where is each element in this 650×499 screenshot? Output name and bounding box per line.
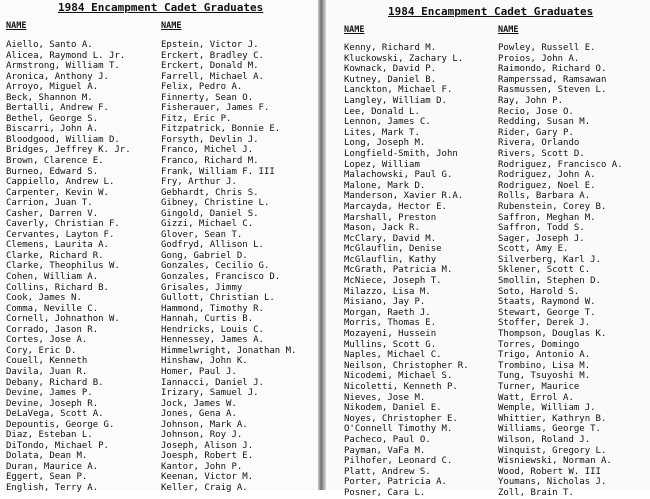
graduate-name: Himmelwright, Jonathan M. [161, 345, 297, 356]
graduate-name: Cook, James N. [6, 293, 82, 304]
graduate-name: McGlauflin, Kathy [344, 254, 437, 265]
graduate-name: Kenny, Richard M. [344, 43, 437, 53]
graduate-name: Hammond, Timothy R. [161, 303, 264, 314]
graduate-name: Lennon, James C. [344, 117, 431, 128]
graduate-name: Fitzpatrick, Bonnie E. [161, 124, 281, 135]
graduate-name: Devine, Joseph R. [6, 398, 99, 409]
graduate-name: Glover, Sean T. [161, 229, 243, 240]
graduate-name: Franco, Michel J. [161, 145, 254, 156]
graduate-name: Beck, Shannon M. [6, 92, 93, 103]
graduate-name: Nicoletti, Kenneth P. [344, 382, 458, 392]
graduate-name: Joesph, Robert E. [161, 451, 254, 462]
graduate-name: Jock, James W. [161, 398, 237, 409]
graduate-name: Saffron, Todd S. [498, 223, 585, 234]
graduate-name: Kluckowski, Zachary L. [344, 53, 464, 64]
graduate-name: Williams, George T. [498, 424, 601, 435]
graduate-name: Staats, Raymond W. [498, 297, 596, 308]
graduate-name: Godfryd, Allison L. [161, 240, 264, 251]
graduate-name: Sager, Joseph J. [498, 233, 585, 244]
graduate-name: Marcayda, Hector E. [344, 201, 447, 212]
graduate-name: Wemple, William J. [498, 403, 596, 414]
graduate-name: Watt, Errol A. [498, 392, 574, 403]
graduate-name: Payman, VaFa M. [344, 445, 426, 456]
graduate-name: Platt, Andrew S. [344, 466, 431, 477]
column-header: NAME [6, 21, 27, 31]
graduate-name: Iannacci, Daniel J. [161, 377, 264, 388]
graduate-name: Lanckton, Michael F. [344, 85, 453, 96]
graduate-name: Lopez, William [344, 159, 420, 170]
graduate-name: Langley, William D. [344, 95, 447, 106]
graduate-name: Morris, Thomas E. [344, 318, 437, 329]
graduate-name: McClary, David M. [344, 233, 437, 244]
graduate-name: McNiece, Joseph T. [344, 276, 442, 287]
graduate-name: Fitz, Eric P. [161, 113, 232, 124]
graduate-name: Morgan, Raeth J. [344, 307, 431, 318]
graduate-name: Bethel, George S. [6, 113, 99, 124]
column-header: NAME [498, 25, 519, 35]
graduate-name: Stoffer, Derek J. [498, 318, 591, 329]
graduate-name: Youmans, Nicholas J. [498, 477, 607, 488]
graduate-name: English, Terry A. [6, 482, 99, 493]
graduate-name: Ray, John P. [498, 95, 564, 106]
graduate-name: Erckert, Bradley C. [161, 50, 264, 61]
graduate-name: Depountis, George G. [6, 419, 115, 430]
column-header: NAME [344, 25, 365, 35]
graduate-name: Marshall, Preston [344, 212, 437, 223]
graduate-name: Finnerty, Sean O. [161, 92, 254, 103]
graduate-name: Nicodemi, Michael S. [344, 371, 453, 382]
graduate-name: Mozayeni, Hussein [344, 329, 437, 340]
graduate-name: Debany, Richard B. [6, 377, 104, 388]
left-page [0, 0, 318, 493]
graduate-name: Keller, Craig A. [161, 482, 248, 493]
graduate-name: Proios, John A. [498, 53, 580, 64]
graduate-name: Whittier, Kathryn B. [498, 413, 607, 424]
graduate-name: Tung, Tsuyoshi M. [498, 371, 591, 382]
graduate-name: Long, Joseph M. [344, 138, 426, 149]
graduate-name: Diaz, Esteban L. [6, 430, 93, 441]
graduate-name: Carpenter, Kevin W. [6, 187, 109, 198]
graduate-name: Johnson, Mark A. [161, 419, 248, 430]
graduate-name: Hendricks, Louis C. [161, 324, 264, 335]
graduate-name: Hinshaw, John K. [161, 356, 248, 367]
graduate-name: Wood, Robert W. III [498, 466, 601, 477]
graduate-name: Gonzales, Cecilio G. [161, 261, 270, 272]
graduate-name: Winquist, Gregory L. [498, 445, 607, 456]
graduate-name: Cornell, Johnathon W. [6, 314, 120, 325]
graduate-name: Clemens, Laurita A. [6, 240, 109, 251]
graduate-name: Ramperssad, Ramsawan [498, 74, 607, 85]
graduate-name: Powley, Russell E. [498, 43, 596, 53]
graduate-name: Gonzales, Francisco D. [161, 272, 281, 283]
name-list [498, 43, 650, 499]
page-title: 1984 Encampment Cadet Graduates [388, 5, 594, 18]
graduate-name: Carrion, Juan T. [6, 198, 93, 209]
graduate-name: Neilson, Christopher R. [344, 360, 469, 371]
graduate-name: Malachowski, Paul G. [344, 170, 453, 181]
graduate-name: Armstrong, William T. [6, 61, 120, 72]
graduate-name: Brown, Clarence E. [6, 156, 104, 167]
graduate-name: Gizzi, Michael C. [161, 219, 254, 230]
graduate-name: Keenan, Victor M. [161, 472, 254, 483]
name-column [161, 20, 318, 494]
graduate-name: Comma, Neville C. [6, 303, 99, 314]
graduate-name: Stewart, George T. [498, 307, 596, 318]
graduate-name: Arroyo, Miguel A. [6, 82, 99, 93]
graduate-name: Fry, Arthur J. [161, 177, 237, 188]
graduate-name: Kutney, Daniel B. [344, 74, 437, 85]
graduate-name: Recio, Jose O. [498, 106, 574, 117]
graduate-name: Bertalli, Andrew F. [6, 103, 109, 114]
graduate-name: Epstein, Victor J. [161, 40, 259, 50]
graduate-name: Collins, Richard B. [6, 282, 109, 293]
graduate-name: Felix, Pedro A. [161, 82, 243, 93]
graduate-name: Caverly, Christian F. [6, 219, 120, 230]
name-list [161, 40, 318, 494]
name-list [6, 40, 161, 494]
graduate-name: Trombino, Lisa M. [498, 360, 591, 371]
graduate-name: Devine, James P. [6, 388, 93, 399]
graduate-name: Pilhofer, Leonard C. [344, 456, 453, 467]
graduate-name: McGlauflin, Denise [344, 244, 442, 255]
graduate-name: Kantor, John P. [161, 461, 243, 472]
graduate-name: Kownack, David P. [344, 64, 437, 75]
graduate-name: Raimondo, Richard O. [498, 64, 607, 75]
graduate-name: Naples, Michael C. [344, 350, 442, 361]
graduate-name: Bloodgood, William D. [6, 134, 120, 145]
graduate-name: Malone, Mark D. [344, 180, 426, 191]
graduate-name: Erckert, Donald M. [161, 61, 259, 72]
graduate-name: Lites, Mark T. [344, 127, 420, 138]
graduate-name: Silverberg, Karl J. [498, 254, 601, 265]
name-column [498, 24, 650, 499]
graduate-name: Longfield-Smith, John [344, 148, 458, 159]
name-list [344, 43, 502, 499]
page-title: 1984 Encampment Cadet Graduates [58, 1, 264, 14]
graduate-name: Posner, Cara L. [344, 487, 426, 498]
graduate-name: Smollin, Stephen D. [498, 276, 601, 287]
graduate-name: Torres, Domingo [498, 339, 580, 350]
graduate-name: Grisales, Jimmy [161, 282, 243, 293]
graduate-name: Eggert, Sean P. [6, 472, 88, 483]
graduate-name: Soto, Harold S. [498, 286, 580, 297]
name-column [6, 20, 161, 494]
graduate-name: Joseph, Alison J. [161, 440, 254, 451]
graduate-name: Nikodem, Daniel E. [344, 403, 442, 414]
graduate-name: Clarke, Theophilus W. [6, 261, 120, 272]
graduate-name: Bridges, Jeffrey K. Jr. [6, 145, 131, 156]
graduate-name: Hennessey, James A. [161, 335, 264, 346]
graduate-name: Mason, Jack R. [344, 223, 420, 234]
book-gutter [318, 0, 326, 490]
graduate-name: O'Connell Timothy M. [344, 424, 453, 435]
graduate-name: Rivera, Orlando [498, 138, 580, 149]
graduate-name: Corrado, Jason R. [6, 324, 99, 335]
graduate-name: Aronica, Anthony J. [6, 71, 109, 82]
graduate-name: Rolls, Barbara A. [498, 191, 591, 202]
graduate-name: Duran, Maurice A. [6, 461, 99, 472]
graduate-name: Davila, Juan R. [6, 366, 88, 377]
graduate-name: Dolata, Dean M. [6, 451, 88, 462]
graduate-name: Pacheco, Paul O. [344, 434, 431, 445]
graduate-name: Frank, William F. III [161, 166, 275, 177]
graduate-name: Aiello, Santo A. [6, 40, 93, 50]
graduate-name: Farrell, Michael A. [161, 71, 264, 82]
graduate-name: Hannah, Curtis B. [161, 314, 254, 325]
graduate-name: Gebhardt, Chris S. [161, 187, 259, 198]
graduate-name: Rivers, Scott D. [498, 148, 585, 159]
graduate-name: Lee, Donald L. [344, 106, 420, 117]
graduate-name: Casher, Darren V. [6, 208, 99, 219]
graduate-name: Cory, Eric D. [6, 345, 77, 356]
graduate-name: Nieves, Jose M. [344, 392, 426, 403]
graduate-name: Misiano, Jay P. [344, 297, 426, 308]
name-column [344, 24, 502, 499]
graduate-name: Trigo, Antonio A. [498, 350, 591, 361]
graduate-name: Clarke, Richard R. [6, 250, 104, 261]
graduate-name: Redding, Susan M. [498, 117, 591, 128]
graduate-name: Sklener, Scott C. [498, 265, 591, 276]
graduate-name: Gong, Gabriel D. [161, 250, 248, 261]
graduate-name: Thompson, Douglas K. [498, 329, 607, 340]
graduate-name: Homer, Paul J. [161, 366, 237, 377]
graduate-name: Mullins, Scott G. [344, 339, 437, 350]
graduate-name: Noyes, Christopher E. [344, 413, 458, 424]
graduate-name: Burneo, Edward S. [6, 166, 99, 177]
graduate-name: Rubenstein, Corey B. [498, 201, 607, 212]
graduate-name: Manderson, Xavier R.A. [344, 191, 464, 202]
graduate-name: Milazzo, Lisa M. [344, 286, 431, 297]
graduate-name: Johnson, Roy J. [161, 430, 243, 441]
graduate-name: Franco, Richard M. [161, 156, 259, 167]
graduate-name: Biscarri, John A. [6, 124, 99, 135]
graduate-name: Fisherauer, James F. [161, 103, 270, 114]
graduate-name: Saffron, Meghan M. [498, 212, 596, 223]
graduate-name: Irizary, Samuel J. [161, 388, 259, 399]
graduate-name: McGrath, Patricia M. [344, 265, 453, 276]
graduate-name: DeLaVega, Scott A. [6, 409, 104, 420]
graduate-name: Couell, Kenneth [6, 356, 88, 367]
graduate-name: Rasmussen, Steven L. [498, 85, 607, 96]
graduate-name: Rider, Gary P. [498, 127, 574, 138]
graduate-name: Rodriguez, John A. [498, 170, 596, 181]
graduate-name: Cortes, Jose A. [6, 335, 88, 346]
graduate-name: DiTondo, Michael P. [6, 440, 109, 451]
graduate-name: Wilson, Roland J. [498, 434, 591, 445]
graduate-name: Turner, Maurice [498, 382, 580, 392]
graduate-name: Alicea, Raymond L. Jr. [6, 50, 126, 61]
graduate-name: Scott, Amy E. [498, 244, 569, 255]
graduate-name: Rodriguez, Noel E. [498, 180, 596, 191]
graduate-name: Jones, Gena A. [161, 409, 237, 420]
graduate-name: Cohen, William A. [6, 272, 99, 283]
right-page [326, 0, 650, 498]
graduate-name: Cappiello, Andrew L. [6, 177, 115, 188]
graduate-name: Cervantes, Layton F. [6, 229, 115, 240]
graduate-name: Forsyth, Devlin J. [161, 134, 259, 145]
graduate-name: Wisniewski, Norman A. [498, 456, 612, 467]
graduate-name: Gingold, Daniel S. [161, 208, 259, 219]
graduate-name: Zoll, Brain T. [498, 487, 574, 498]
graduate-name: Gullott, Christian L. [161, 293, 275, 304]
graduate-name: Gibney, Christine L. [161, 198, 270, 209]
graduate-name: Porter, Patricia A. [344, 477, 447, 488]
graduate-name: Rodriguez, Francisco A. [498, 159, 623, 170]
column-header: NAME [161, 21, 182, 31]
